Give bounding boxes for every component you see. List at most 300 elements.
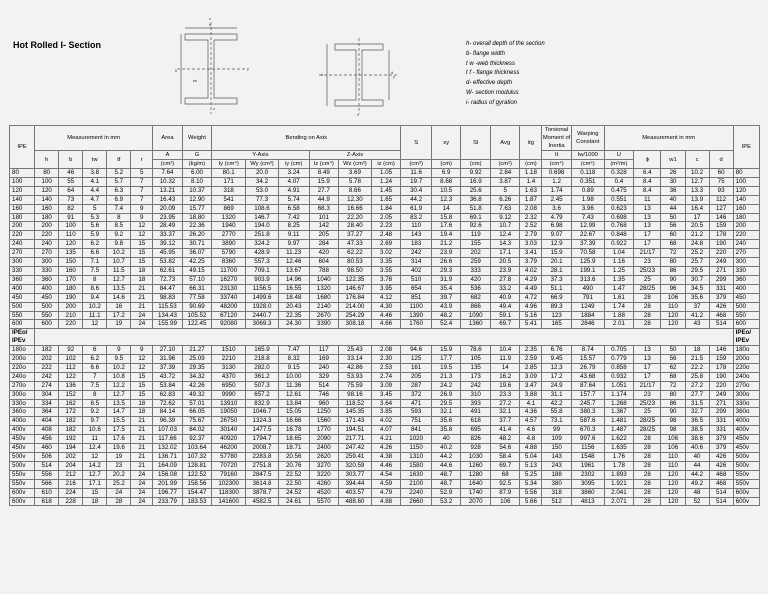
table-cell: 1.481	[604, 417, 634, 426]
table-cell: 31.5	[685, 399, 709, 408]
table-cell: 0.328	[604, 169, 634, 178]
table-cell: 214.00	[339, 302, 372, 311]
table-cell: 506	[35, 453, 59, 462]
table-cell: 23	[634, 390, 661, 399]
table-cell: 233.79	[153, 497, 183, 506]
table-cell: 8360	[212, 258, 246, 267]
table-cell: 6.6	[83, 249, 107, 258]
table-cell: 15	[131, 258, 153, 267]
page-title: Hot Rolled I- Section	[13, 40, 102, 50]
table-cell: 23	[634, 258, 661, 267]
table-cell: 68	[661, 372, 685, 381]
table-row	[10, 311, 760, 320]
table-cell: 12.7	[107, 390, 131, 399]
table-cell: 12	[131, 222, 153, 231]
table-cell: 90	[661, 275, 685, 284]
table-cell: 108.6	[246, 204, 279, 213]
table-cell: 82	[59, 204, 83, 213]
table-cell: 202	[461, 249, 491, 258]
table-row	[10, 186, 760, 195]
table-cell: 84.02	[182, 426, 212, 435]
row-label: 140	[10, 195, 35, 204]
table-cell: 618	[35, 497, 59, 506]
table-cell: 4.07	[371, 426, 401, 435]
table-cell: 1030	[461, 453, 491, 462]
table-cell: 23	[107, 461, 131, 470]
table-cell: 48.2	[431, 311, 461, 320]
table-cell: 160	[35, 204, 59, 213]
table-cell: 14.96	[278, 275, 309, 284]
table-cell: 19050	[212, 408, 246, 417]
table-cell: 42.2	[542, 399, 572, 408]
table-cell: 6950	[212, 381, 246, 390]
table-cell: 510	[401, 275, 432, 284]
table-cell: 94.6	[401, 346, 432, 355]
table-cell: 49.2	[685, 479, 709, 488]
table-cell: 21	[131, 293, 153, 302]
table-cell: 83.2	[401, 213, 432, 222]
row-label: 550v	[10, 470, 35, 479]
table-cell: 17.5	[107, 426, 131, 435]
table-cell: 28.40	[339, 222, 372, 231]
table-cell: 791	[571, 293, 604, 302]
table-cell: 7.42	[278, 213, 309, 222]
table-cell: 7	[131, 186, 153, 195]
table-cell: 4.91	[278, 186, 309, 195]
table-cell: 98.83	[153, 293, 183, 302]
table-cell: 7.63	[490, 204, 520, 213]
table-cell: 9.97	[278, 240, 309, 249]
table-cell: 182	[59, 426, 83, 435]
table-cell: 28	[634, 470, 661, 479]
table-cell: 38.6	[685, 435, 709, 444]
table-cell: 2283.8	[246, 453, 279, 462]
table-cell: 2.32	[520, 213, 542, 222]
table-cell: 50	[661, 346, 685, 355]
table-cell: 70.58	[571, 249, 604, 258]
table-row	[10, 390, 760, 399]
table-cell: 1.051	[604, 381, 634, 390]
table-cell: 7.47	[278, 346, 309, 355]
table-cell: 102	[59, 355, 83, 364]
table-row	[10, 381, 760, 390]
table-cell: 182	[59, 417, 83, 426]
table-cell: 21	[131, 426, 153, 435]
table-cell: 212	[59, 470, 83, 479]
table-cell: 90.69	[182, 302, 212, 311]
unit-s: (cm³)	[401, 160, 432, 169]
table-cell: 2846	[571, 320, 604, 329]
section-properties-table	[9, 125, 760, 506]
table-row	[10, 213, 760, 222]
table-cell: 10.8	[107, 372, 131, 381]
table-cell: 3614.8	[246, 479, 279, 488]
table-cell: 112	[709, 195, 733, 204]
table-cell: 3.35	[371, 258, 401, 267]
table-cell: 146	[709, 213, 733, 222]
table-cell: 77.3	[246, 195, 279, 204]
table-cell: 14.3	[490, 240, 520, 249]
table-cell: 43.9	[431, 302, 461, 311]
table-cell: 3.79	[520, 258, 542, 267]
table-cell: 240	[35, 240, 59, 249]
ipeo-label: IPEo/ IPEv	[10, 329, 35, 346]
table-cell: 3.03	[520, 240, 542, 249]
table-cell: 1.18	[520, 169, 542, 178]
table-row	[10, 222, 760, 231]
table-cell: 194.0	[246, 222, 279, 231]
table-cell: 154.47	[182, 488, 212, 497]
table-cell: 159	[709, 355, 733, 364]
table-cell: 6.2	[83, 355, 107, 364]
table-cell: 86	[661, 399, 685, 408]
table-cell: 751	[401, 417, 432, 426]
row-label: 450	[733, 293, 759, 302]
table-cell: 329	[309, 372, 339, 381]
table-row	[10, 284, 760, 293]
row-label: 400v	[10, 426, 35, 435]
row-label: 330o	[733, 399, 759, 408]
table-row	[10, 453, 760, 462]
table-cell: 4.72	[520, 293, 542, 302]
col-itg: itg	[520, 126, 542, 160]
table-cell: 3.6	[542, 204, 572, 213]
table-cell: 92.6	[461, 222, 491, 231]
row-label: 600v	[10, 488, 35, 497]
table-cell: 408	[35, 426, 59, 435]
table-cell: 6.26	[490, 195, 520, 204]
table-cell: 44.9	[309, 195, 339, 204]
row-label: 120	[10, 186, 35, 195]
table-cell: 37.7	[490, 417, 520, 426]
col-weight: Weight	[182, 126, 212, 151]
table-cell: 1560	[309, 417, 339, 426]
table-cell: 9	[131, 346, 153, 355]
col-sy: sy	[431, 126, 461, 160]
table-cell: 39.12	[153, 240, 183, 249]
col-zaxis: Z-Axis	[309, 151, 401, 160]
svg-text:d: d	[391, 70, 394, 75]
table-cell: 84.14	[153, 408, 183, 417]
table-cell: 9.4	[83, 293, 107, 302]
table-row	[10, 258, 760, 267]
table-cell: 13	[634, 222, 661, 231]
table-cell: 4520	[309, 488, 339, 497]
table-cell: 38.5	[685, 426, 709, 435]
ipeo-label-right: IPEo/ IPEv	[733, 329, 759, 346]
table-cell: 218.8	[246, 355, 279, 364]
table-cell: 3.88	[520, 390, 542, 399]
table-cell: 128.81	[182, 461, 212, 470]
table-cell: 19.5	[431, 363, 461, 372]
table-cell: 18.71	[278, 444, 309, 453]
table-cell: 426	[709, 453, 733, 462]
row-label: 200o	[733, 355, 759, 364]
table-cell: 15.05	[278, 408, 309, 417]
table-cell: 40	[431, 435, 461, 444]
table-cell: 14	[431, 204, 461, 213]
col-g: G	[182, 151, 212, 160]
row-label: 500v	[733, 461, 759, 470]
table-cell: 122	[59, 372, 83, 381]
table-cell: 1.05	[371, 169, 401, 178]
table-cell: 360	[35, 275, 59, 284]
table-cell: 13910	[212, 399, 246, 408]
table-cell: 90	[661, 408, 685, 417]
table-cell: 31.9	[431, 275, 461, 284]
col-iy: Iy (cm⁴)	[212, 160, 246, 169]
table-cell: 393	[461, 399, 491, 408]
table-cell: 0.623	[604, 204, 634, 213]
table-cell: 180	[59, 284, 83, 293]
table-cell: 40920	[212, 435, 246, 444]
table-cell: 2.35	[520, 346, 542, 355]
col-d: d	[709, 151, 733, 169]
table-cell: 3.64	[371, 399, 401, 408]
table-cell: 372	[401, 390, 432, 399]
table-cell: 5.66	[520, 497, 542, 506]
table-cell: 18.65	[278, 435, 309, 444]
row-label: 180	[10, 213, 35, 222]
table-cell: 3095	[571, 479, 604, 488]
table-cell: 204	[59, 461, 83, 470]
row-label: 360o	[10, 408, 35, 417]
table-cell: 403.57	[339, 488, 372, 497]
ipeo-spacer	[35, 329, 734, 346]
table-cell: 66.9	[542, 293, 572, 302]
table-cell: 106	[661, 435, 685, 444]
table-cell: 2.041	[604, 488, 634, 497]
table-cell: 468	[709, 311, 733, 320]
table-cell: 9.15	[278, 363, 309, 372]
table-cell: 44	[661, 204, 685, 213]
table-cell: 67120	[212, 311, 246, 320]
table-cell: 514	[35, 461, 59, 470]
table-cell: 1.88	[604, 311, 634, 320]
table-cell: 44.6	[431, 461, 461, 470]
row-label: 200	[10, 222, 35, 231]
table-cell: 26.79	[571, 363, 604, 372]
table-cell: 21	[131, 435, 153, 444]
table-cell: 120	[661, 320, 685, 329]
table-cell: 45.95	[153, 249, 183, 258]
table-cell: 1250	[309, 408, 339, 417]
table-cell: 1320	[309, 284, 339, 293]
col-u: U	[604, 151, 634, 160]
table-cell: 46	[59, 169, 83, 178]
table-cell: 20.5	[490, 258, 520, 267]
table-cell: 6.6	[83, 363, 107, 372]
table-cell: 58.4	[490, 453, 520, 462]
table-cell: 21.27	[182, 346, 212, 355]
table-cell: 110	[661, 461, 685, 470]
table-cell: 84.47	[153, 284, 183, 293]
table-cell: 17.2	[542, 372, 572, 381]
table-row	[10, 444, 760, 453]
table-cell: 2400	[309, 444, 339, 453]
table-cell: 13	[634, 346, 661, 355]
table-cell: 5	[490, 186, 520, 195]
table-cell: 48.7	[431, 470, 461, 479]
table-cell: 40	[685, 453, 709, 462]
table-cell: 12.46	[278, 258, 309, 267]
table-cell: 1.25	[604, 266, 634, 275]
table-cell: 42.26	[182, 381, 212, 390]
row-label: 400o	[733, 417, 759, 426]
table-cell: 30.7	[685, 275, 709, 284]
table-cell: 4.21	[371, 435, 401, 444]
table-cell: 15	[131, 381, 153, 390]
table-cell: 72.73	[153, 275, 183, 284]
table-cell: 21.2	[685, 231, 709, 240]
table-cell: 318	[542, 488, 572, 497]
table-cell: 16.78	[278, 426, 309, 435]
table-cell: 135	[461, 363, 491, 372]
table-cell: 143	[542, 453, 572, 462]
row-label: 140	[733, 195, 759, 204]
table-cell: 9	[131, 213, 153, 222]
table-cell: 17	[634, 372, 661, 381]
table-cell: 3.41	[520, 249, 542, 258]
table-cell: 36.8	[461, 195, 491, 204]
table-cell: 4.7	[83, 195, 107, 204]
table-cell: 25.2	[107, 479, 131, 488]
table-cell: 183	[401, 240, 432, 249]
table-cell: 251.8	[246, 231, 279, 240]
table-cell: 4.66	[371, 320, 401, 329]
table-cell: 274	[35, 381, 59, 390]
table-cell: 0.698	[604, 213, 634, 222]
table-cell: 1640	[461, 479, 491, 488]
table-cell: 3.8	[83, 169, 107, 178]
table-cell: 1.2	[542, 177, 572, 186]
table-cell: 36.5	[685, 417, 709, 426]
table-cell: 69.7	[490, 320, 520, 329]
col-warping: Warping Constant	[571, 126, 604, 151]
table-cell: 654	[401, 284, 432, 293]
table-cell: 120	[661, 479, 685, 488]
row-label: 600	[10, 320, 35, 329]
table-cell: 1794.7	[246, 435, 279, 444]
table-cell: 33.2	[490, 284, 520, 293]
table-cell: 220	[35, 231, 59, 240]
table-cell: 22.2	[685, 363, 709, 372]
table-cell: 4.54	[371, 470, 401, 479]
table-cell: 55.8	[542, 408, 572, 417]
table-cell: 270	[35, 249, 59, 258]
table-cell: 122.45	[182, 320, 212, 329]
table-cell: 10.4	[490, 346, 520, 355]
col-yaxis: Y-Axis	[212, 151, 309, 160]
table-cell: 3.95	[371, 284, 401, 293]
table-cell: 72	[661, 249, 685, 258]
table-cell: 2.08	[520, 204, 542, 213]
table-row	[10, 177, 760, 186]
table-cell: 1.4	[520, 177, 542, 186]
table-cell: 5570	[309, 497, 339, 506]
table-cell: 120	[59, 240, 83, 249]
col-iw: Iw/1000	[571, 151, 604, 160]
table-cell: 60	[661, 231, 685, 240]
table-cell: 34.5	[685, 284, 709, 293]
table-cell: 173	[461, 372, 491, 381]
table-cell: 22.52	[278, 470, 309, 479]
table-cell: 216	[59, 479, 83, 488]
table-cell: 1.367	[604, 408, 634, 417]
table-cell: 17.7	[431, 355, 461, 364]
table-cell: 5.04	[520, 453, 542, 462]
table-cell: 220	[709, 249, 733, 258]
svg-text:tw: tw	[193, 78, 197, 83]
table-cell: 4813	[571, 497, 604, 506]
table-cell: 53.93	[339, 372, 372, 381]
legend-item: d- effective depth	[466, 80, 513, 87]
table-row	[10, 240, 760, 249]
table-cell: 3878.7	[246, 488, 279, 497]
table-cell: 119	[461, 231, 491, 240]
unit-g: (kg/m)	[182, 160, 212, 169]
table-cell: 16.9	[461, 177, 491, 186]
table-cell: 107.03	[153, 426, 183, 435]
row-label: 180	[733, 213, 759, 222]
table-cell: 287	[401, 381, 432, 390]
table-cell: 36.07	[182, 249, 212, 258]
col-torsional: Torsional Moment of Inertia	[542, 127, 571, 149]
table-cell: 57.01	[182, 399, 212, 408]
table-cell: 491	[461, 408, 491, 417]
table-cell: 557.3	[246, 258, 279, 267]
table-cell: 299	[709, 408, 733, 417]
table-cell: 1.921	[604, 479, 634, 488]
table-cell: 190	[709, 372, 733, 381]
table-cell: 9.11	[278, 231, 309, 240]
table-cell: 4.8	[520, 435, 542, 444]
table-cell: 308.18	[339, 320, 372, 329]
table-cell: 51.8	[461, 204, 491, 213]
row-label: 360	[10, 275, 35, 284]
table-cell: 27.7	[685, 390, 709, 399]
table-cell: 4.02	[520, 266, 542, 275]
table-cell: 24.61	[278, 497, 309, 506]
table-cell: 160	[59, 266, 83, 275]
table-cell: 10.32	[153, 177, 183, 186]
table-cell: 380	[542, 479, 572, 488]
table-cell: 24.9	[542, 381, 572, 390]
row-label: 100	[733, 177, 759, 186]
table-cell: 44.2	[431, 453, 461, 462]
table-cell: 11	[634, 195, 661, 204]
table-row	[10, 488, 760, 497]
table-cell: 1090	[461, 311, 491, 320]
table-cell: 15.9	[542, 249, 572, 258]
table-cell: 2090	[309, 435, 339, 444]
table-cell: 23.3	[490, 390, 520, 399]
row-label: 360	[733, 275, 759, 284]
table-cell: 120	[661, 470, 685, 479]
col-b: b	[59, 151, 83, 169]
row-label: 400v	[733, 426, 759, 435]
table-cell: 28	[634, 479, 661, 488]
table-cell: 110	[661, 453, 685, 462]
table-cell: 14.2	[83, 461, 107, 470]
table-cell: 3.02	[371, 249, 401, 258]
table-cell: 960	[309, 399, 339, 408]
col-phi: ϕ	[634, 151, 661, 169]
row-label: 450v	[733, 435, 759, 444]
table-cell: 21	[131, 302, 153, 311]
svg-text:h: h	[175, 68, 178, 73]
row-label: 450v	[10, 444, 35, 453]
